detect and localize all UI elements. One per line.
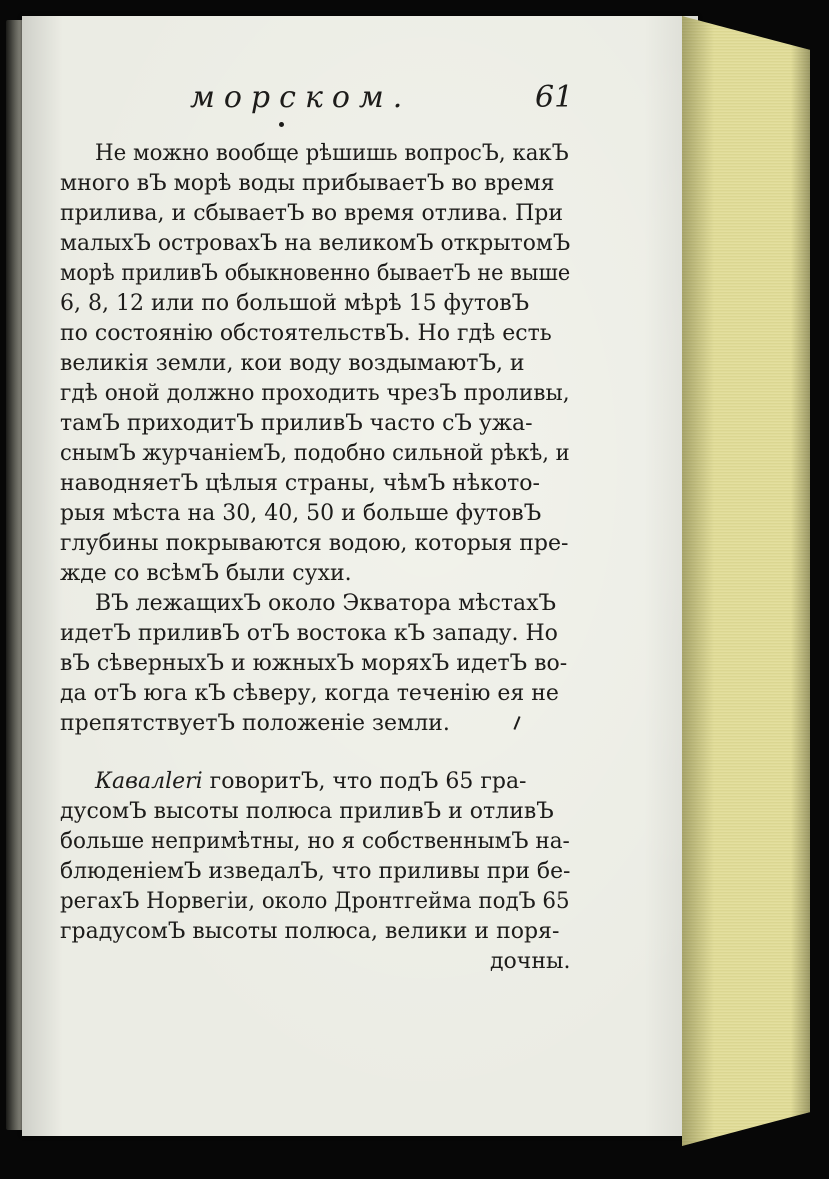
text-line: великія земли, кои воду воздымаютЪ, и	[60, 351, 525, 376]
text-line: да отЪ юга кЪ сѣверу, когда теченію ея не	[60, 681, 559, 706]
text-line: рыя мѣста на 30, 40, 50 и больше футовЪ	[60, 501, 542, 526]
text-line: прилива, и сбываетЪ во время отлива. При	[60, 201, 564, 226]
text-line: идетЪ приливЪ отЪ востока кЪ западу. Но	[60, 621, 558, 646]
text-line: 6, 8, 12 или по большой мѣрѣ 15 футовЪ	[60, 291, 530, 316]
text-line: глубины покрываются водою, которыя пре-	[60, 531, 569, 556]
text-line: снымЪ журчаніемЪ, подобно сильной рѣкѣ, и	[60, 441, 570, 466]
text-line: препятствуетЪ положеніе земли.	[60, 711, 450, 736]
italic-name: Кавалleri	[95, 769, 203, 794]
text-line: градусомЪ высоты полюса, велики и поря-	[60, 919, 560, 944]
text-line: блюденіемЪ изведалЪ, что приливы при бе-	[60, 859, 571, 884]
text-line: дусомЪ высоты полюса приливЪ и отливЪ	[60, 799, 554, 824]
text-line: Не можно вообще рѣшишь вопросЪ, какЪ	[95, 141, 569, 166]
page-number: 61	[535, 80, 574, 115]
line-remainder: говоритЪ, что подЪ 65 гра-	[202, 769, 527, 794]
text-line: гдѣ оной должно проходить чрезЪ проливы,	[60, 381, 570, 406]
page-block-edges	[682, 16, 810, 1146]
text-line: ВЪ лежащихЪ около Экватора мѣстахЪ	[95, 591, 557, 616]
text-line: жде со всѣмЪ были сухи.	[60, 561, 352, 586]
text-line	[95, 768, 569, 795]
text-line: регахЪ Норвегіи, около Дронтгейма подЪ 65	[60, 889, 570, 914]
ink-dot	[279, 122, 284, 127]
text-line: много вЪ морѣ воды прибываетЪ во время	[60, 171, 555, 196]
text-line: вЪ сѣверныхЪ и южныхЪ моряхЪ идетЪ во-	[60, 651, 568, 676]
text-line: больше непримѣтны, но я собственнымЪ на-	[60, 829, 570, 854]
text-line: малыхЪ островахЪ на великомЪ открытомЪ	[60, 231, 571, 256]
text-line: по состоянію обстоятельствЪ. Но гдѣ есть	[60, 321, 552, 346]
catchword: дочны.	[490, 949, 571, 974]
text-line: наводняетЪ цѣлыя страны, чѣмЪ нѣкото-	[60, 471, 540, 496]
running-head: морском.	[190, 80, 412, 115]
text-line: морѣ приливЪ обыкновенно бываетЪ не выше	[60, 261, 571, 286]
text-line: тамЪ приходитЪ приливЪ часто сЪ ужа-	[60, 411, 533, 436]
